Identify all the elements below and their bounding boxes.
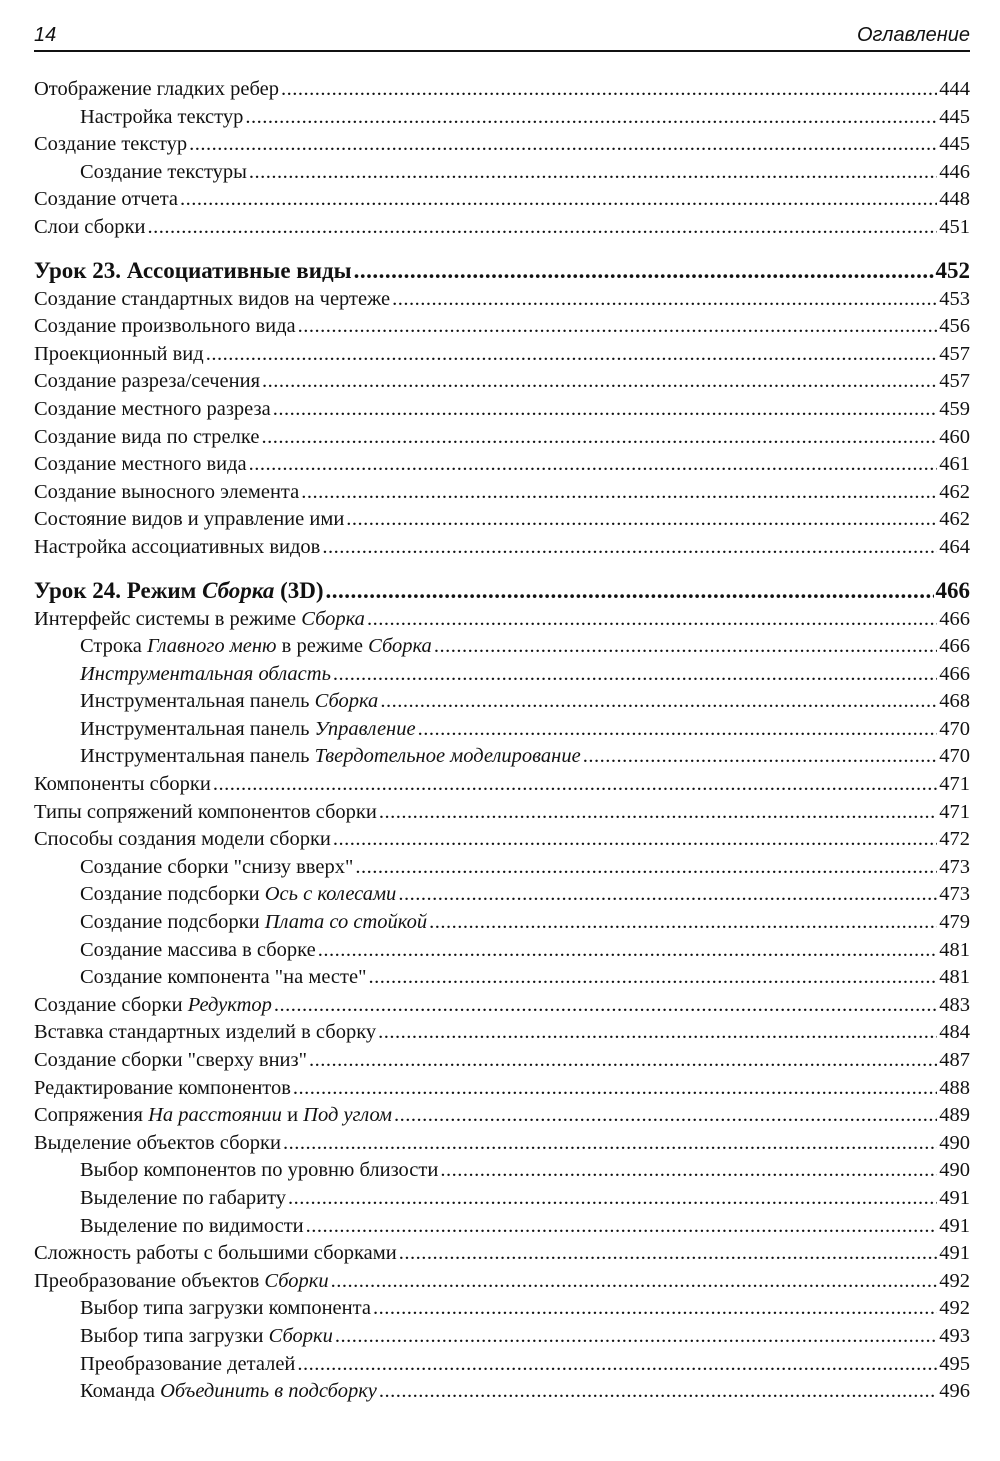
toc-entry-title xyxy=(80,939,316,962)
toc-entry-title xyxy=(34,1132,281,1155)
running-title: Оглавление xyxy=(856,24,970,46)
toc-page-number: 492 xyxy=(939,1269,970,1292)
dot-leader xyxy=(398,883,937,906)
toc-title-italic-part: Главного меню xyxy=(147,635,277,658)
dot-leader xyxy=(189,133,937,156)
toc-title-italic-part: Твердотельное моделирование xyxy=(314,745,581,768)
toc-entry-title xyxy=(34,1242,397,1265)
toc-title-part: Выделение объектов сборки xyxy=(34,1131,281,1154)
toc-entry-row xyxy=(34,315,970,343)
toc-entry-row xyxy=(34,939,970,967)
toc-title-part: Выбор типа загрузки компонента xyxy=(80,1297,371,1320)
dot-leader xyxy=(331,1270,938,1293)
toc-page-number: 472 xyxy=(939,828,970,851)
toc-entry-row xyxy=(34,1049,970,1077)
toc-title-part: Строка xyxy=(80,635,147,658)
dot-leader xyxy=(306,1215,938,1238)
toc-title-part: Создание выносного элемента xyxy=(34,480,300,503)
toc-entry-title xyxy=(80,1325,333,1348)
toc-title-part: Интерфейс системы в режиме xyxy=(34,607,302,630)
toc-page-number: 495 xyxy=(939,1352,970,1375)
toc-title-part: Создание компонента "на месте" xyxy=(80,966,367,989)
dot-leader xyxy=(434,635,937,658)
toc-entry-title xyxy=(80,911,427,934)
toc-entry-title xyxy=(80,1380,377,1403)
toc-page-number: 448 xyxy=(939,188,970,211)
toc-entry-row xyxy=(34,745,970,773)
toc-page-number: 459 xyxy=(939,397,970,420)
toc-entry-row xyxy=(34,635,970,663)
toc-entry-row xyxy=(34,481,970,509)
toc-entry-title xyxy=(80,966,366,989)
toc-title-part: Вставка стандартных изделий в сборку xyxy=(34,1021,377,1044)
toc-page-number: 491 xyxy=(939,1242,970,1265)
toc-page-number: 466 xyxy=(939,662,970,685)
toc-page-number: 461 xyxy=(939,453,970,476)
toc-title-part: Создание отчета xyxy=(34,188,179,211)
dot-leader xyxy=(301,481,937,504)
toc-entry-title xyxy=(34,1270,329,1293)
toc-entry-title xyxy=(34,1077,291,1100)
toc-title-part: Преобразование деталей xyxy=(80,1352,296,1375)
toc-entry-row xyxy=(34,773,970,801)
toc-entry-row xyxy=(34,398,970,426)
dot-leader xyxy=(293,1077,937,1100)
toc-entry-title xyxy=(34,315,296,338)
toc-page-number: 457 xyxy=(939,342,970,365)
dot-leader xyxy=(394,1104,937,1127)
toc-entry-row xyxy=(34,133,970,161)
toc-entry-row xyxy=(34,1187,970,1215)
toc-title-part: Создание текстур xyxy=(34,133,188,156)
toc-page-number: 460 xyxy=(939,425,970,448)
toc-title-part: Способы создания модели сборки xyxy=(34,828,331,851)
toc-title-part: Создание сборки xyxy=(34,993,188,1016)
toc-title-part: Преобразование объектов xyxy=(34,1269,265,1292)
toc-entry-row xyxy=(34,288,970,316)
toc-entry-title xyxy=(80,856,353,879)
dot-leader xyxy=(213,773,937,796)
toc-entry-title xyxy=(80,718,416,741)
toc-entry-row xyxy=(34,966,970,994)
toc-title-italic-part: Инструментальная область xyxy=(80,662,331,685)
toc-title-part: Создание сборки "сверху вниз" xyxy=(34,1049,307,1071)
toc-chapter-row xyxy=(34,578,970,608)
toc-page-number: 457 xyxy=(939,370,970,393)
toc-title-italic-part: Объединить в подсборку xyxy=(160,1380,377,1403)
dot-leader xyxy=(249,453,938,476)
toc-entry-row xyxy=(34,663,970,691)
toc-entry-row xyxy=(34,1242,970,1270)
toc-entry-title xyxy=(34,370,260,393)
dot-leader xyxy=(379,1380,937,1403)
toc-entry-title xyxy=(80,635,432,658)
toc-entry-row xyxy=(34,216,970,244)
dot-leader xyxy=(380,690,937,713)
dot-leader xyxy=(288,1187,937,1210)
toc-page-number: 466 xyxy=(939,635,970,658)
toc-entry-title xyxy=(34,608,365,631)
toc-page-number: 470 xyxy=(939,717,970,740)
toc-title-part: Выбор компонентов по уровню близости xyxy=(80,1159,439,1182)
toc-page-number: 462 xyxy=(939,508,970,531)
toc-title-italic-part: Ось с колесами xyxy=(264,883,397,906)
toc-entry-title xyxy=(80,161,247,184)
dot-leader xyxy=(368,966,937,989)
dot-leader xyxy=(281,78,937,101)
dot-leader xyxy=(392,288,937,311)
toc-entry-title xyxy=(80,106,243,129)
toc-title-part: Инструментальная панель xyxy=(80,717,315,740)
toc-title-italic-part: Плата со стойкой xyxy=(264,911,428,934)
toc-entry-title xyxy=(80,663,331,686)
toc-title-part: Создание подсборки xyxy=(80,911,265,934)
dot-leader xyxy=(373,1297,937,1320)
toc-entry-title xyxy=(80,1353,295,1376)
toc-page-number: 489 xyxy=(939,1104,970,1127)
toc-title-part: Выбор типа загрузки xyxy=(80,1324,269,1347)
toc-entry-row xyxy=(34,370,970,398)
toc-entry-row xyxy=(34,1297,970,1325)
toc-page-number: 490 xyxy=(939,1131,970,1154)
toc-title-part: Инструментальная панель xyxy=(80,745,315,768)
toc-page-number: 453 xyxy=(939,287,970,310)
toc-page-number: 466 xyxy=(939,607,970,630)
toc-entry-title xyxy=(34,801,377,824)
toc-page-number: 492 xyxy=(939,1297,970,1320)
toc-entry-row xyxy=(34,1325,970,1353)
toc-page-number: 484 xyxy=(939,1021,970,1044)
toc-title-part: Создание разреза/сечения xyxy=(34,370,261,393)
toc-title-part: Создание сборки "снизу вверх" xyxy=(80,855,354,878)
toc-entry-row xyxy=(34,883,970,911)
toc-page-number: 446 xyxy=(939,160,970,183)
dot-leader xyxy=(335,1325,937,1348)
toc-page-number: 483 xyxy=(939,993,970,1016)
dot-leader xyxy=(309,1049,937,1072)
toc-title-part: Урок 24. Режим xyxy=(34,577,203,603)
dot-leader xyxy=(418,718,938,741)
toc-page-number: 468 xyxy=(939,690,970,713)
toc-page-number: 456 xyxy=(939,315,970,338)
toc-title-italic-part: Сборка xyxy=(202,577,275,603)
toc-entry-row xyxy=(34,801,970,829)
toc-entry-title xyxy=(34,1049,307,1072)
toc-title-italic-part: Сборки xyxy=(268,1324,333,1347)
toc-entry-title xyxy=(34,133,187,156)
toc-page-number: 464 xyxy=(939,535,970,558)
dot-leader xyxy=(379,801,937,824)
toc-page-number: 473 xyxy=(939,855,970,878)
toc-title-part: Создание подсборки xyxy=(80,883,265,906)
toc-page-number: 490 xyxy=(939,1159,970,1182)
dot-leader xyxy=(261,426,937,449)
toc-title-part: Компоненты сборки xyxy=(34,773,211,796)
toc-title-italic-part: Управление xyxy=(314,717,416,740)
toc-entry-row xyxy=(34,828,970,856)
toc-entry-title xyxy=(80,1187,286,1210)
toc-page-number: 445 xyxy=(939,133,970,156)
toc-entry-row xyxy=(34,1270,970,1298)
toc-entry-title xyxy=(34,1021,376,1044)
toc-entry-title xyxy=(80,883,396,906)
toc-title-part: Слои сборки xyxy=(34,215,146,238)
toc-title-part: и xyxy=(281,1104,304,1127)
toc-title-italic-part: Под углом xyxy=(303,1104,393,1127)
toc-page-number: 488 xyxy=(939,1076,970,1099)
toc-page-number: 451 xyxy=(939,215,970,238)
toc-entry-title xyxy=(34,994,272,1017)
toc-entry-title xyxy=(34,828,331,851)
toc-title-italic-part: На расстоянии xyxy=(148,1104,282,1127)
toc-title-italic-part: Сборка xyxy=(314,690,379,713)
toc-entry-title xyxy=(34,343,204,366)
dot-leader xyxy=(249,161,937,184)
toc-entry-row xyxy=(34,608,970,636)
toc-entry-row xyxy=(34,1353,970,1381)
dot-leader xyxy=(333,828,937,851)
toc-entry-row xyxy=(34,426,970,454)
toc-title-italic-part: Редуктор xyxy=(187,993,272,1016)
dot-leader xyxy=(147,216,937,239)
toc-title-part: Создание вида по стрелке xyxy=(34,425,260,448)
dot-leader xyxy=(283,1132,937,1155)
dot-leader xyxy=(245,106,937,129)
dot-leader xyxy=(399,1242,938,1265)
toc-page-number: 496 xyxy=(939,1380,970,1403)
toc-entry-row xyxy=(34,343,970,371)
toc-entry-title xyxy=(34,578,324,604)
dot-leader xyxy=(326,578,934,604)
toc-title-part: Типы сопряжений компонентов сборки xyxy=(34,800,377,823)
toc-title-part: Создание массива в сборке xyxy=(80,938,316,961)
toc-entry-row xyxy=(34,911,970,939)
toc-entry-title xyxy=(34,78,279,101)
toc-entry-row xyxy=(34,536,970,564)
dot-leader xyxy=(354,258,934,284)
toc-title-part: Создание местного вида xyxy=(34,453,247,476)
toc-page-number: 493 xyxy=(939,1324,970,1347)
toc-title-part: Создание местного разреза xyxy=(34,397,271,420)
toc-entry-title xyxy=(80,745,581,768)
toc-page-number: 491 xyxy=(939,1214,970,1237)
toc-page-number: 471 xyxy=(939,800,970,823)
toc-page-number: 462 xyxy=(939,480,970,503)
toc-title-italic-part: Сборка xyxy=(368,635,432,658)
toc-title-part: Отображение гладких ребер xyxy=(34,78,279,100)
toc-title-part: Состояние видов и управление ими xyxy=(34,508,345,531)
toc-entry-title xyxy=(34,426,259,449)
toc-entry-title xyxy=(34,258,352,284)
toc-entry-row xyxy=(34,1021,970,1049)
toc-entry-row xyxy=(34,508,970,536)
toc-page-number: 479 xyxy=(939,911,970,934)
toc-entry-row xyxy=(34,78,970,106)
toc-title-part: Настройка текстур xyxy=(80,105,244,128)
toc-title-part: Настройка ассоциативных видов xyxy=(34,535,321,558)
toc-entry-title xyxy=(34,453,247,476)
page-number: 14 xyxy=(34,24,57,46)
dot-leader xyxy=(440,1159,937,1182)
toc-entry-row xyxy=(34,856,970,884)
dot-leader xyxy=(583,745,938,768)
toc-entry-title xyxy=(80,1215,304,1238)
toc-title-part: Сложность работы с большими сборками xyxy=(34,1242,397,1265)
toc-entry-row xyxy=(34,1077,970,1105)
toc-entry-title xyxy=(34,398,271,421)
toc-title-part: Сопряжения xyxy=(34,1104,149,1127)
toc-page-number: 471 xyxy=(939,773,970,796)
toc-title-part: Создание произвольного вида xyxy=(34,315,296,338)
toc-title-part: Урок 23. Ассоциативные виды xyxy=(34,257,352,283)
toc-entry-title xyxy=(34,1104,392,1127)
toc-title-part: Инструментальная панель xyxy=(80,690,315,713)
dot-leader xyxy=(322,536,937,559)
toc-entry-title xyxy=(34,288,390,311)
toc-entry-row xyxy=(34,161,970,189)
toc-title-italic-part: Сборка xyxy=(301,607,365,630)
toc-entry-row xyxy=(34,1215,970,1243)
toc-title-italic-part: Сборки xyxy=(264,1269,329,1292)
toc-entry-row xyxy=(34,188,970,216)
toc-page-number: 445 xyxy=(939,105,970,128)
toc-title-part: Команда xyxy=(80,1380,161,1403)
toc-page-number: 487 xyxy=(939,1049,970,1071)
toc-page-number: 466 xyxy=(935,577,970,603)
toc-entry-row xyxy=(34,1132,970,1160)
dot-leader xyxy=(206,343,938,366)
dot-leader xyxy=(346,508,937,531)
dot-leader xyxy=(180,188,937,211)
toc-title-part: Проекционный вид xyxy=(34,342,204,365)
toc-entry-row xyxy=(34,690,970,718)
toc-entry-row xyxy=(34,718,970,746)
toc-entry-title xyxy=(80,690,378,713)
toc-page-number: 452 xyxy=(935,257,970,283)
toc-entry-title xyxy=(34,216,145,239)
toc-entry-title xyxy=(34,481,299,504)
table-of-contents xyxy=(34,78,970,1408)
toc-page-number: 481 xyxy=(939,938,970,961)
toc-chapter-row xyxy=(34,258,970,288)
toc-page-number: 473 xyxy=(939,883,970,906)
toc-entry-title xyxy=(80,1159,438,1182)
toc-title-part: Создание текстуры xyxy=(80,160,247,183)
toc-title-part: Выделение по видимости xyxy=(80,1214,304,1237)
dot-leader xyxy=(429,911,937,934)
toc-title-part: Создание стандартных видов на чертеже xyxy=(34,287,391,310)
dot-leader xyxy=(355,856,937,879)
toc-title-part: (3D) xyxy=(274,577,324,603)
toc-title-part: Редактирование компонентов xyxy=(34,1076,291,1099)
dot-leader xyxy=(378,1021,937,1044)
toc-entry-row xyxy=(34,994,970,1022)
toc-entry-row xyxy=(34,1104,970,1132)
toc-entry-title xyxy=(34,536,320,559)
toc-title-part: Выделение по габариту xyxy=(80,1186,287,1209)
dot-leader xyxy=(274,994,937,1017)
toc-page-number: 470 xyxy=(939,745,970,768)
dot-leader xyxy=(367,608,937,631)
toc-entry-title xyxy=(34,188,178,211)
toc-entry-title xyxy=(80,1297,371,1320)
dot-leader xyxy=(273,398,938,421)
toc-page-number: 491 xyxy=(939,1186,970,1209)
toc-entry-row xyxy=(34,106,970,134)
toc-entry-title xyxy=(34,773,211,796)
dot-leader xyxy=(297,1353,937,1376)
toc-entry-row xyxy=(34,453,970,481)
toc-page-number: 481 xyxy=(939,966,970,989)
toc-page-number: 444 xyxy=(939,78,970,100)
dot-leader xyxy=(318,939,938,962)
toc-entry-row xyxy=(34,1380,970,1408)
toc-entry-row xyxy=(34,1159,970,1187)
running-header xyxy=(34,22,970,52)
toc-entry-title xyxy=(34,508,344,531)
dot-leader xyxy=(298,315,938,338)
toc-title-part: в режиме xyxy=(276,635,369,658)
dot-leader xyxy=(333,663,937,686)
dot-leader xyxy=(262,370,937,393)
